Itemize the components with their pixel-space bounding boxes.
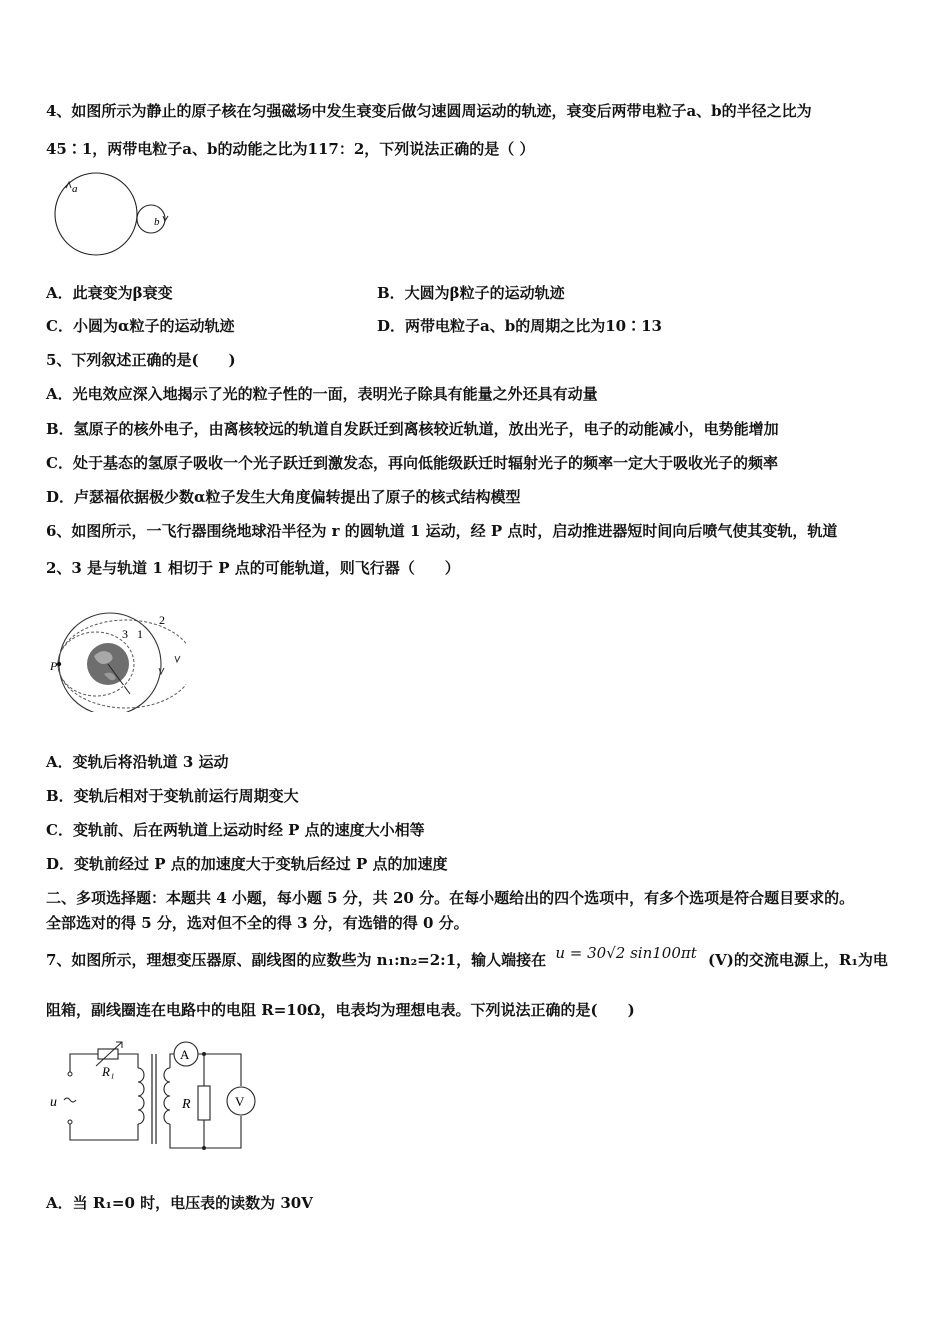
q6-option-c: C．变轨前、后在两轨道上运动时经 P 点的速度大小相等 <box>46 821 425 839</box>
arrow-icon <box>175 656 180 662</box>
q4-option-a: A．此衰变为β衰变 <box>46 284 173 302</box>
q7-circuit-figure <box>46 1036 266 1154</box>
q7-option-a: A．当 R₁=0 时，电压表的读数为 30V <box>46 1194 313 1212</box>
point-p <box>57 662 61 666</box>
q6-stem-line2: 2、3 是与轨道 1 相切于 P 点的可能轨道，则飞行器（ ） <box>46 559 460 577</box>
label-b: b <box>154 216 160 228</box>
wire <box>170 1116 241 1148</box>
q4-circles-figure <box>48 168 178 260</box>
q7-stem-line1 <box>46 944 888 970</box>
label-r: R <box>182 1097 191 1112</box>
label-1: 1 <box>137 627 143 641</box>
wire <box>70 1124 138 1140</box>
label-a: a <box>72 183 78 195</box>
q5-option-b: B．氢原子的核外电子，由离核较远的轨道自发跃迁到离核较近轨道，放出光子，电子的动能减小，电势能增加 <box>46 420 779 438</box>
label-u: u <box>50 1095 57 1110</box>
section2-line1: 二、多项选择题：本题共 4 小题，每小题 5 分，共 20 分。在每小题给出的四个选项中，有多个选项是符合题目要求的。 <box>46 889 855 907</box>
ac-source-icon <box>64 1098 76 1102</box>
q7-stem-pre: 7、如图所示，理想变压器原、副线图的应数些为 n₁:n₂=2:1，输人端接在 <box>46 951 547 969</box>
q4-option-d: D．两带电粒子a、b的周期之比为10∶13 <box>377 317 662 335</box>
q4-stem-line1: 4、如图所示为静止的原子核在匀强磁场中发生衰变后做匀速圆周运动的轨迹，衰变后两带电粒子a、b的半径之比为 <box>46 102 812 120</box>
terminal <box>68 1072 72 1076</box>
label-3: 3 <box>122 627 128 641</box>
terminal <box>68 1120 72 1124</box>
secondary-coil <box>164 1068 170 1124</box>
q7-stem-post: (V)的交流电源上，R₁为电 <box>708 951 888 969</box>
q5-option-a: A．光电效应深入地揭示了光的粒子性的一面，表明光子除具有能量之外还具有动量 <box>46 385 598 403</box>
q5-option-d: D．卢瑟福依据极少数α粒子发生大角度偏转提出了原子的核式结构模型 <box>46 488 521 506</box>
resistor-r <box>198 1086 210 1120</box>
q4-stem-line2: 45∶1，两带电粒子a、b的动能之比为117：2，下列说法正确的是（ ） <box>46 140 535 158</box>
q4-option-b: B．大圆为β粒子的运动轨迹 <box>377 284 565 302</box>
q5-option-c: C．处于基态的氢原子吸收一个光子跃迁到激发态，再向低能级跃迁时辐射光子的频率一定大于吸收光子的频率 <box>46 454 778 472</box>
q6-orbit-figure <box>46 608 186 712</box>
label-ammeter: A <box>180 1047 190 1062</box>
q6-stem-line1: 6、如图所示，一飞行器围绕地球沿半径为 r 的圆轨道 1 运动，经 P 点时，启动推进器短时间向后喷气使其变轨，轨道 <box>46 522 838 540</box>
wire <box>118 1054 138 1068</box>
q7-formula: u = 30√2 sin100πt <box>555 944 697 962</box>
resistor-r1 <box>98 1049 118 1059</box>
label-r1: R₁ <box>102 1064 115 1079</box>
small-circle <box>137 205 165 233</box>
q5-stem: 5、下列叙述正确的是( ) <box>46 351 236 369</box>
q6-option-d: D．变轨前经过 P 点的加速度大于变轨后经过 P 点的加速度 <box>46 855 448 873</box>
primary-coil <box>138 1068 144 1124</box>
label-2: 2 <box>159 613 165 627</box>
wire <box>170 1054 174 1068</box>
q6-option-a: A．变轨后将沿轨道 3 运动 <box>46 753 229 771</box>
label-voltmeter: V <box>235 1094 245 1109</box>
section2-line2: 全部选对的得 5 分，选对但不全的得 3 分，有选错的得 0 分。 <box>46 914 469 932</box>
q7-stem-line2: 阻箱，副线圈连在电路中的电阻 R=10Ω，电表均为理想电表。下列说法正确的是( ) <box>46 1001 635 1019</box>
label-r: r <box>122 681 127 693</box>
label-p: P <box>50 659 58 673</box>
q6-option-b: B．变轨后相对于变轨前运行周期变大 <box>46 787 299 805</box>
q4-option-c: C．小圆为α粒子的运动轨迹 <box>46 317 235 335</box>
wire <box>70 1054 98 1072</box>
